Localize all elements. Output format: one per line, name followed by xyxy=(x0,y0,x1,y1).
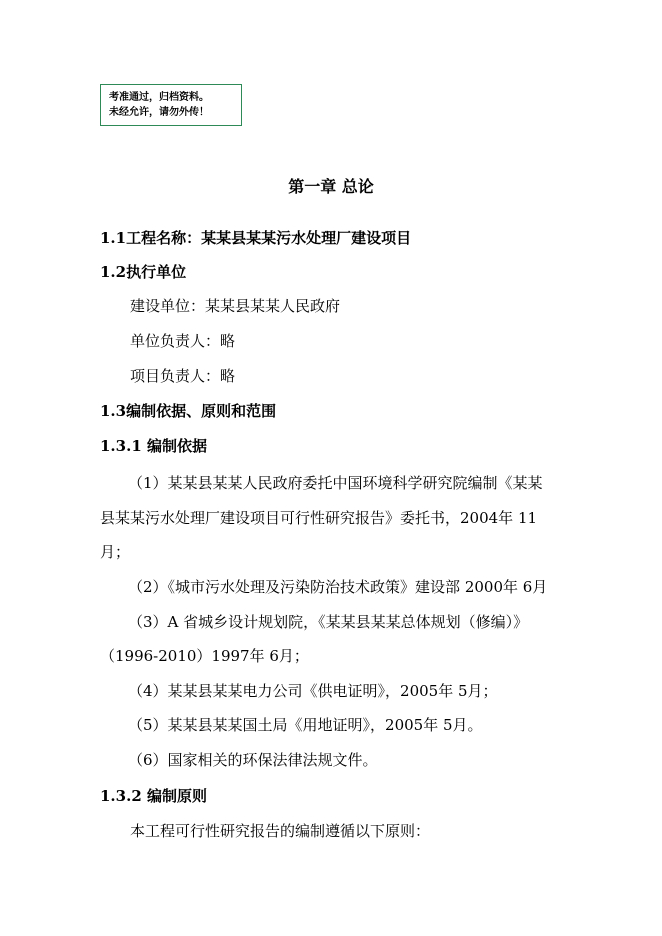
basis-item-4: （4）某某县某某电力公司《供电证明》，2005年 5月； xyxy=(128,682,498,700)
basis-item-2: （2）《城市污水处理及污染防治技术政策》建设部 2000年 6月 xyxy=(128,578,548,596)
construction-unit: 建设单位：某某县某某人民政府 xyxy=(130,297,341,315)
stamp-line-1: 考准通过，归档资料。 xyxy=(109,92,209,103)
unit-leader: 单位负责人：略 xyxy=(130,332,236,350)
basis-item-1-line-1: （1）某某县某某人民政府委托中国环境科学研究院编制《某某 xyxy=(128,474,543,492)
chapter-title: 第一章 总论 xyxy=(288,177,374,196)
basis-item-6: （6）国家相关的环保法律法规文件。 xyxy=(128,751,378,769)
section-1-3-heading: 1.3编制依据、原则和范围 xyxy=(100,402,277,420)
project-leader: 项目负责人：略 xyxy=(130,367,236,385)
basis-item-3-line-1: （3）A 省城乡设计规划院，《某某县某某总体规划（修编）》 xyxy=(128,613,529,631)
section-1-3-1-heading: 1.3.1 编制依据 xyxy=(100,437,207,455)
basis-item-5: （5）某某县某某国土局《用地证明》，2005年 5月。 xyxy=(128,716,483,734)
section-1-1-heading: 1.1工程名称：某某县某某污水处理厂建设项目 xyxy=(100,229,412,247)
principle-intro: 本工程可行性研究报告的编制遵循以下原则： xyxy=(130,822,431,840)
basis-item-3-line-2: （1996-2010）1997年 6月； xyxy=(100,647,309,665)
stamp-line-2: 未经允许，请勿外传！ xyxy=(109,107,209,118)
approval-stamp xyxy=(100,84,242,126)
section-1-2-heading: 1.2执行单位 xyxy=(100,263,187,281)
basis-item-1-line-2: 县某某污水处理厂建设项目可行性研究报告》委托书，2004年 11 xyxy=(100,509,538,527)
basis-item-1-line-3: 月； xyxy=(100,543,131,561)
section-1-3-2-heading: 1.3.2 编制原则 xyxy=(100,787,207,805)
